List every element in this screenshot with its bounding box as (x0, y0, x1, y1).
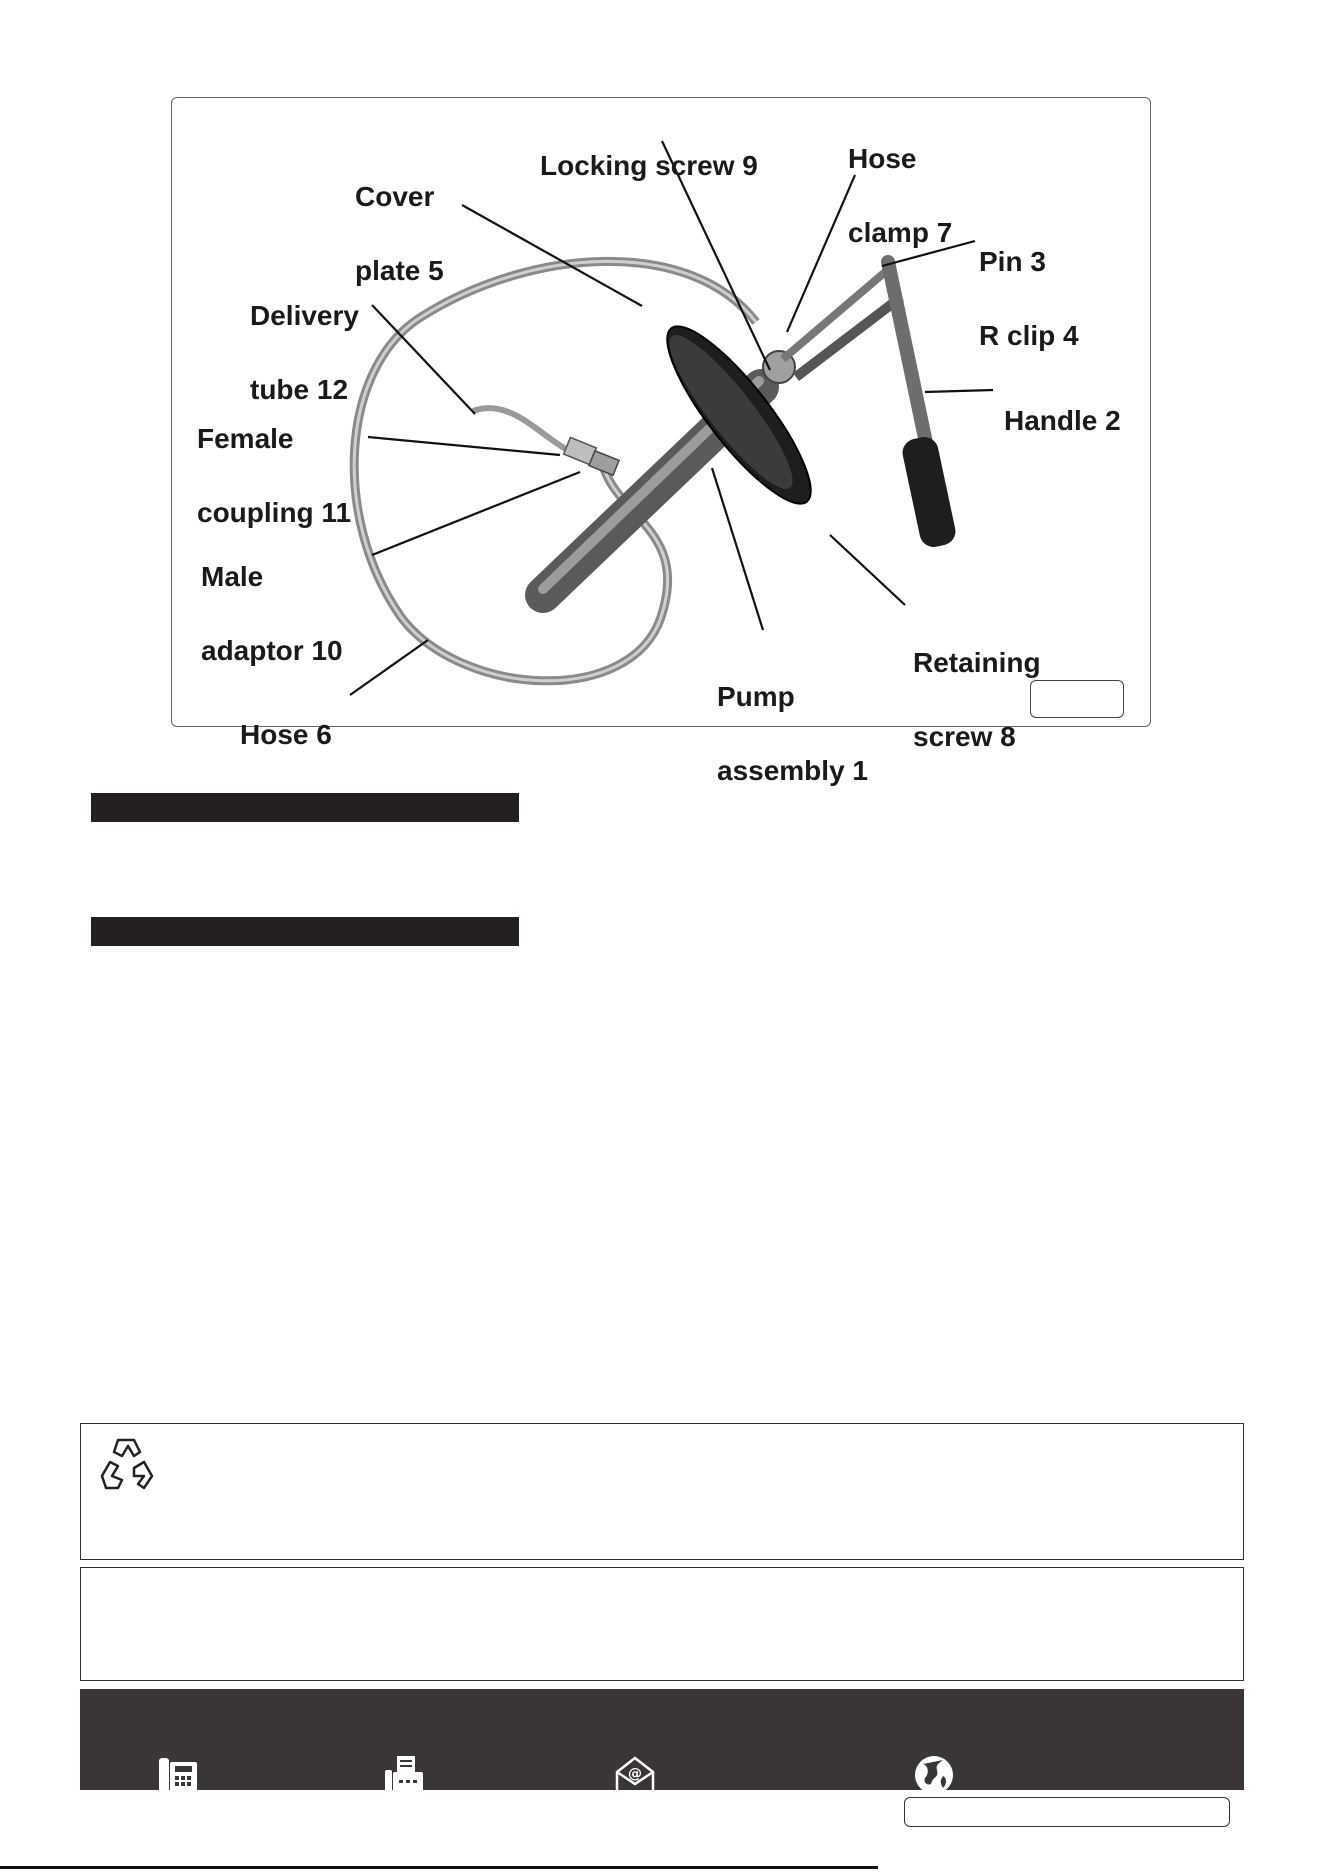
footer-reference-box (904, 1797, 1230, 1827)
fax-icon (383, 1754, 425, 1796)
callout-pump-assembly: Pump assembly 1 (717, 681, 868, 786)
callout-retaining-screw: Retaining screw 8 (913, 647, 1041, 752)
figure-number-badge (1030, 680, 1124, 718)
recycle-icon (94, 1432, 158, 1496)
callout-locking-screw: Locking screw 9 (540, 150, 758, 181)
callout-handle: Handle 2 (1004, 405, 1121, 436)
email-icon (614, 1754, 656, 1796)
callout-delivery-tube: Delivery tube 12 (250, 300, 359, 405)
male-adaptor-drawing (589, 451, 619, 476)
delivery-tube-drawing (473, 408, 571, 452)
globe-icon (913, 1754, 955, 1796)
callout-male-adaptor: Male adaptor 10 (201, 561, 343, 666)
handle-drawing (888, 262, 929, 457)
contact-band (80, 1689, 1244, 1790)
environment-box (80, 1423, 1244, 1560)
telephone-icon (157, 1754, 199, 1796)
callout-cover-plate: Cover plate 5 (355, 181, 444, 286)
bottom-rule (0, 1866, 878, 1869)
section-heading-bar (91, 917, 519, 946)
callout-pin-rclip: Pin 3 R clip 4 (979, 246, 1079, 351)
callout-hose: Hose 6 (240, 719, 332, 750)
callout-female-coupling: Female coupling 11 (197, 423, 352, 528)
note-box (80, 1567, 1244, 1681)
callout-hose-clamp: Hose clamp 7 (848, 143, 953, 248)
section-heading-bar (91, 793, 519, 822)
svg-text:@: @ (628, 1766, 642, 1782)
